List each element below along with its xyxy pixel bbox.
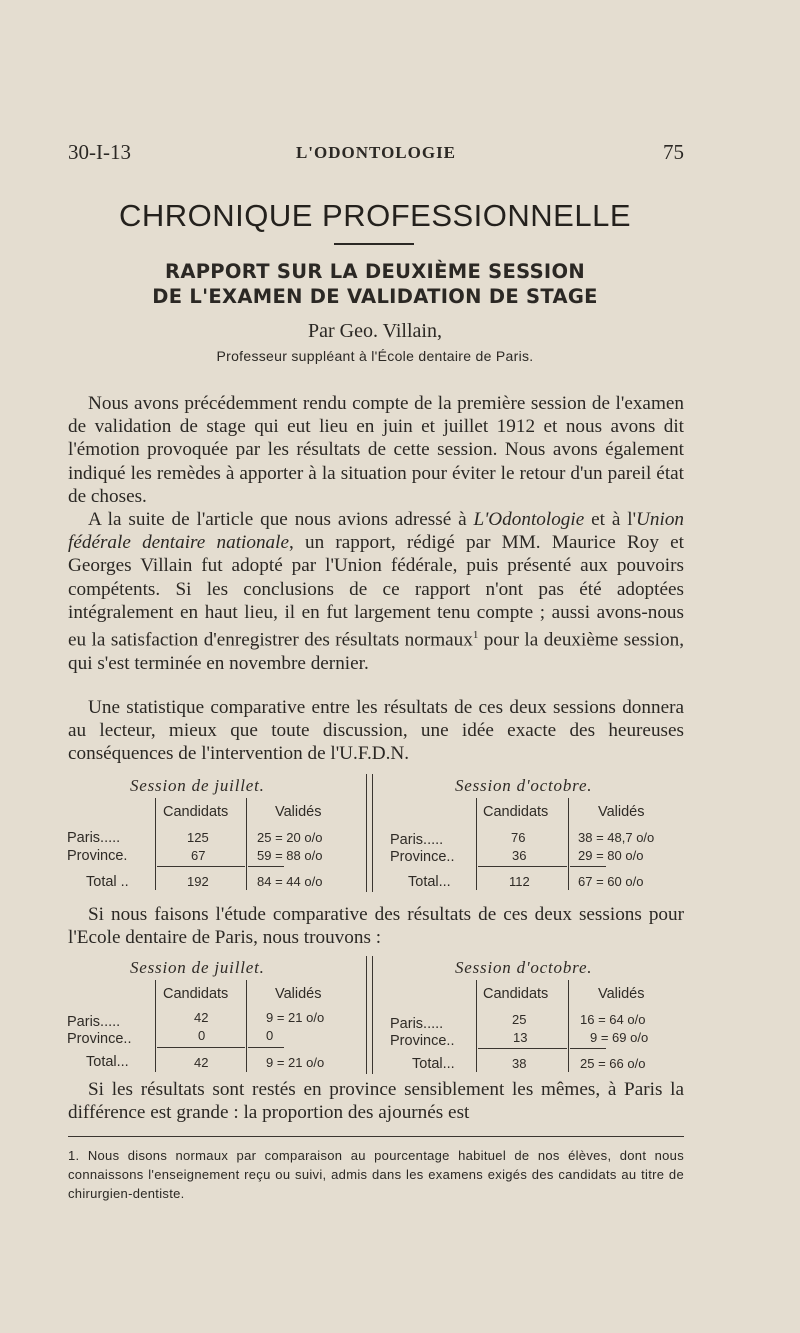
table-2-left-row-total-label: Total... — [86, 1054, 129, 1070]
table-2-left-row-total-candidats: 42 — [194, 1055, 209, 1070]
title-rule — [334, 243, 414, 245]
statistics-table-paris-school — [0, 952, 800, 1077]
journal-name-italic: L'Odontologie — [473, 509, 585, 530]
byline: Par Geo. Villain, — [308, 320, 442, 342]
table-1-right-divider-1 — [476, 798, 477, 890]
header-page-number: 75 — [663, 140, 684, 164]
paragraph-3: Une statistique comparative entre les résultats de ces deux sessions donnera au lecteur, mieux que toute discussion, une idée exacte des heureuses conséquences de l'intervention de l'U.F.D.N. — [68, 697, 684, 765]
table-2-right-row-province-candidats: 13 — [513, 1030, 528, 1045]
article-title-line-1: RAPPORT SUR LA DEUXIÈME SESSION — [165, 260, 585, 283]
table-1-right-row-paris-valides: 38 = 48,7 o/o — [578, 830, 655, 845]
table-2-left-header-candidats: Candidats — [163, 986, 229, 1002]
paragraph-2-text-a: A la suite de l'article que nous avions adressé à — [88, 509, 474, 530]
table-2-right-row-total-valides: 25 = 66 o/o — [580, 1056, 646, 1071]
table-1-right-header-valides: Validés — [598, 804, 645, 820]
table-1-right-row-paris-candidats: 76 — [511, 830, 526, 845]
table-2-left-row-total-valides: 9 = 21 o/o — [266, 1055, 325, 1070]
table-2-left-row-paris-label: Paris..... — [67, 1014, 121, 1030]
table-2-center-double-rule — [366, 956, 373, 1074]
header-date: 30-I-13 — [68, 140, 131, 164]
running-header — [68, 140, 684, 168]
table-1-left-divider-2 — [246, 798, 247, 890]
footnote-ref: 1 — [472, 629, 479, 642]
table-1-left-row-province-candidats: 67 — [191, 848, 206, 863]
table-1-right-row-province-candidats: 36 — [512, 848, 527, 863]
table-2-left-sum-rule-a — [157, 1047, 245, 1048]
table-2-left-row-province-candidats: 0 — [198, 1028, 206, 1043]
table-2-right-divider-1 — [476, 980, 477, 1072]
table-1-left-row-province-valides: 59 = 88 o/o — [257, 848, 323, 863]
section-title: CHRONIQUE PROFESSIONNELLE — [118, 198, 632, 233]
table-1-left-row-paris-label: Paris..... — [67, 830, 121, 846]
union-name-italic: Union fédérale dentaire nationale — [68, 509, 684, 554]
paragraph-5: Si les résultats sont restés en province sensiblement les mêmes, à Paris la différence est grande : la proportion des ajournés est — [68, 1079, 684, 1124]
table-1-right-header-candidats: Candidats — [483, 804, 549, 820]
paragraph-4: Si nous faisons l'étude comparative des résultats de ces deux sessions pour l'Ecole dentaire de Paris, nous trouvons : — [68, 904, 684, 949]
table-1-left-row-paris-valides: 25 = 20 o/o — [257, 830, 323, 845]
paragraph-2-text-c: , un rapport, rédigé par MM. Maurice Roy et Georges Villain fut adopté par l'Union fédérale, puis présenté aux pouvoirs compétents. Si les conclusions de ce rapport n'ont pas été adoptées intégralement en haut lieu, il en fut largement tenu compte ; aussi avons-nous eu la satisfaction d'enregistrer des résultats normaux — [68, 532, 684, 651]
table-1-right-sum-rule-b — [570, 866, 606, 867]
table-1-left-row-total-label: Total .. — [86, 874, 129, 890]
table-2-right-header-valides: Validés — [598, 986, 645, 1002]
table-1-left-header-candidats: Candidats — [163, 804, 229, 820]
table-2-left-divider-1 — [155, 980, 156, 1072]
table-1-left-row-paris-candidats: 125 — [187, 830, 209, 845]
table-2-left-row-province-valides: 0 — [266, 1028, 274, 1043]
statistics-table-national — [0, 770, 800, 895]
table-2-left-divider-2 — [246, 980, 247, 1072]
table-2-right-row-paris-label: Paris..... — [390, 1016, 444, 1032]
footnote-rule — [68, 1136, 684, 1137]
table-1-right-sum-rule-a — [478, 866, 567, 867]
table-2-right-sum-rule-b — [570, 1048, 606, 1049]
table-1-right-row-paris-label: Paris..... — [390, 832, 444, 848]
table-1-left-row-total-candidats: 192 — [187, 874, 209, 889]
table-2-right-row-paris-candidats: 25 — [512, 1012, 527, 1027]
table-1-right-row-total-candidats: 112 — [509, 874, 530, 889]
table-1-left-header-valides: Validés — [275, 804, 322, 820]
paragraph-2-text-b: et à l' — [584, 509, 637, 530]
table-2-right-divider-2 — [568, 980, 569, 1072]
table-1-right-row-total-valides: 67 = 60 o/o — [578, 874, 644, 889]
table-2-right-row-province-valides: 9 = 69 o/o — [590, 1030, 649, 1045]
table-2-left-sum-rule-b — [248, 1047, 284, 1048]
table-1-right-row-total-label: Total... — [408, 874, 451, 890]
header-journal-title: L'ODONTOLOGIE — [295, 143, 457, 162]
paragraph-2-text-d: pour la deuxième session, qui s'est terminée en novembre dernier. — [68, 629, 684, 674]
footnote: 1. Nous disons normaux par comparaison au pourcentage habituel de nos élèves, dont nous connaissons l'enseignement reçu ou suivi, admis dans les examens exigés des candidats au titre de chirurgien-dentiste. — [68, 1148, 684, 1201]
table-1-left-caption: Session de juillet. — [130, 776, 265, 795]
table-1-right-row-province-valides: 29 = 80 o/o — [578, 848, 644, 863]
table-2-right-row-total-label: Total... — [412, 1056, 455, 1072]
table-2-left-row-paris-valides: 9 = 21 o/o — [266, 1010, 325, 1025]
table-1-center-double-rule — [366, 774, 373, 892]
table-2-right-sum-rule-a — [478, 1048, 567, 1049]
table-2-right-caption: Session d'octobre. — [455, 958, 593, 977]
table-1-left-row-total-valides: 84 = 44 o/o — [257, 874, 323, 889]
table-1-left-row-province-label: Province. — [67, 848, 128, 864]
table-1-left-sum-rule-a — [157, 866, 245, 867]
table-2-right-row-total-candidats: 38 — [512, 1056, 527, 1071]
author-affiliation: Professeur suppléant à l'École dentaire de Paris. — [216, 348, 534, 364]
table-2-right-header-candidats: Candidats — [483, 986, 549, 1002]
table-1-right-row-province-label: Province.. — [390, 849, 455, 865]
paragraph-1: Nous avons précédemment rendu compte de la première session de l'examen de validation de stage qui eut lieu en juin et juillet 1912 et nous avons dit l'émotion provoquée par les résultats de cette session. Nous avons également indiqué les remèdes à apporter à la situation pour éviter le retour d'un pareil état de choses. — [68, 393, 684, 507]
table-2-left-caption: Session de juillet. — [130, 958, 265, 977]
table-2-left-row-paris-candidats: 42 — [194, 1010, 209, 1025]
table-1-left-sum-rule-b — [248, 866, 284, 867]
table-2-left-row-province-label: Province.. — [67, 1031, 132, 1047]
table-2-right-row-paris-valides: 16 = 64 o/o — [580, 1012, 646, 1027]
paragraph-2 — [68, 508, 684, 675]
table-2-left-header-valides: Validés — [275, 986, 322, 1002]
table-1-right-caption: Session d'octobre. — [455, 776, 593, 795]
table-1-left-divider-1 — [155, 798, 156, 890]
table-2-right-row-province-label: Province.. — [390, 1033, 455, 1049]
table-1-right-divider-2 — [568, 798, 569, 890]
article-title-line-2: DE L'EXAMEN DE VALIDATION DE STAGE — [152, 285, 598, 308]
